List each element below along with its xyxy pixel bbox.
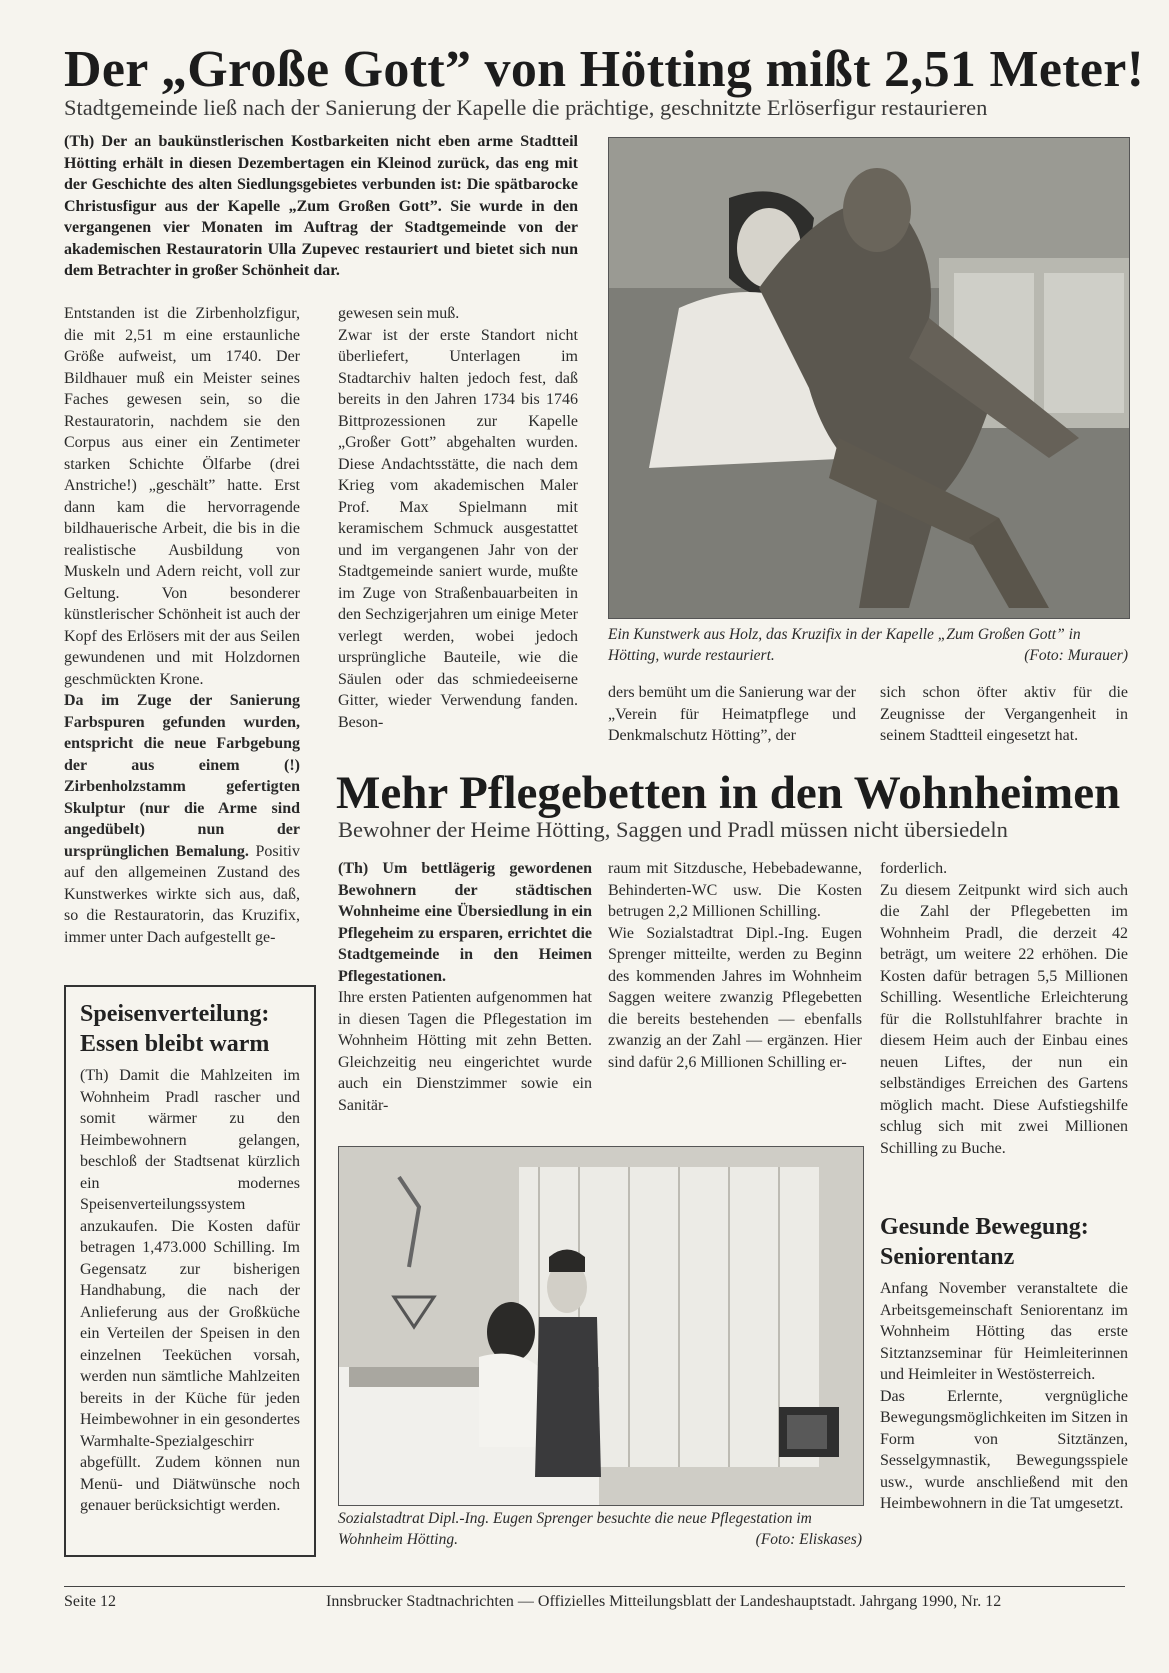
article2-lead: (Th) Um bettlägerig gewordenen Bewohnern der städtischen Wohnheime eine Übersiedlung in ein Pflegeheim zu ersparen, errichtet die Stadtgemeinde in den Heimen Pflegestationen. <box>338 860 592 985</box>
article2-col2-paragraph-2: Wie Sozialstadtrat Dipl.-Ing. Eugen Sprenger mitteilte, werden zu Beginn des kommenden Jahres im Wohnheim Saggen weitere zwanzig Pflegebetten die bereits bestehenden — ebenfalls zwanzig an der Zahl — ergänzen. Hier sind dafür 2,6 Millionen Schilling er- <box>608 924 862 1071</box>
article3-title: Gesunde Bewegung: Seniorentanz <box>880 1214 1089 1270</box>
article1-column-2 <box>338 303 578 733</box>
article1-title: Der „Große Gott” von Hötting mißt 2,51 Meter! <box>64 41 1145 98</box>
article2-title: Mehr Pflegebetten in den Wohnheimen <box>336 767 1121 819</box>
sidebar-text: (Th) Damit die Mahlzeiten im Wohnheim Pradl rascher und somit wärmer zu den Heimbewohnern gelangen, beschloß der Stadtsenat kürzlich ein modernes Speisenverteilungssystem anzukaufen. Die Kosten dafür betragen 1,473.000 Schilling. Im Gegensatz zur bisherigen Handhabung, die nach der Anlieferung aus der Großküche ein Verteilen der Speisen in den einzelnen Teeküchen vorsah, werden nun sämtliche Mahlzeiten bereits in der Küche für jeden Heimbewohner in ein gesondertes Warmhalte-Spezialgeschirr abgefüllt. Zudem können nun Menü- und Diätwünsche noch genauer berücksichtigt werden. <box>80 1067 300 1514</box>
article2-col1-text: Ihre ersten Patienten aufgenommen hat in diesen Tagen die Pflegestation im Wohnheim Hötting mit zehn Betten. Gleichzeitig neu eingerichtet wurde auch ein Dienstzimmer sowie ein Sanitär- <box>338 989 592 1114</box>
article1-column-1 <box>64 303 300 948</box>
footer-publication: Innsbrucker Stadtnachrichten — Offizielles Mitteilungsblatt der Landeshauptstadt. Jahrgang 1990, Nr. 12 <box>326 1593 1002 1610</box>
nursing-station-photo <box>338 1146 864 1506</box>
article2-col3-paragraph-2: Zu diesem Zeitpunkt wird sich auch die Zahl der Pflegebetten im Wohnheim Pradl, die derzeit 42 beträgt, um weitere 22 erhöhen. Die Kosten dafür betragen 5,5 Millionen Schilling. Wesentliche Erleichterung für die Rollstuhlfahrer brachte in diesem Heim auch der Einbau eines neuen Liftes, der nun ein selbständiges Erreichen des Gartens möglich macht. Diese Aufstiegshilfe schlug sich mit zwei Millionen Schilling zu Buche. <box>880 881 1128 1157</box>
article2-col3-paragraph-1: forderlich. <box>880 860 948 877</box>
article3-paragraph-2: Das Erlernte, vergnügliche Bewegungsmöglichkeiten im Sitzen in Form von Sitztänzen, Sesselgymnastik, Bewegungsspiele usw., wurde anschließend mit den Heimbewohnern in die Tat umgesetzt. <box>880 1387 1128 1512</box>
article2-column-1 <box>338 858 592 1116</box>
article2-column-3 <box>880 858 1128 1159</box>
footer-rule <box>64 1586 1125 1587</box>
sidebar-box <box>64 985 316 1557</box>
article2-column-2 <box>608 858 862 1073</box>
article1-col1-paragraph: Entstanden ist die Zirbenholzfigur, die mit 2,51 m eine erstaunliche Größe aufweist, um 1740. Der Bildhauer muß ein Meister seines Faches gewesen sein, so die Restauratorin, nachdem sie den Corpus aus einer ein Zentimeter starken Schichte Ölfarbe (drei Anstriche!) „geschält” hatte. Erst dann kam die hervorragende bildhauerische Arbeit, die bis in die realistische Ausbildung von Muskeln und Adern reicht, voll zur Geltung. Von besonderer künstlerischer Schönheit ist auch der Kopf des Erlösers mit der aus Seilen gewundenen und mit Holzdornen geschmückten Krone. <box>64 305 300 688</box>
article1-column-3: ders bemüht um die Sanierung war der „Verein für Heimatpflege und Denkmalschutz Hötting”, der <box>608 684 856 744</box>
article1-column-4: sich schon öfter aktiv für die Zeugnisse der Vergangenheit in seinem Stadtteil eingesetzt hat. <box>880 684 1128 744</box>
article3 <box>880 1212 1128 1515</box>
article3-paragraph-1: Anfang November veranstaltete die Arbeitsgemeinschaft Seniorentanz im Wohnheim Hötting das erste Sitztanzseminar für Heimleiterinnen und Heimleiter in Westösterreich. <box>880 1280 1128 1383</box>
article1-col1-paragraph-2: Positiv auf den allgemeinen Zustand des Kunstwerkes wirkte sich aus, daß, so die Restauratorin, das Kruzifix, immer unter Dach aufgestellt ge- <box>64 842 300 946</box>
article1-subtitle: Stadtgemeinde ließ nach der Sanierung der Kapelle die prächtige, geschnitzte Erlöserfigur restaurieren <box>64 95 988 120</box>
article1-col2-paragraph-2: Zwar ist der erste Standort nicht überliefert, Unterlagen im Stadtarchiv halten jedoch fest, daß bereits in den Jahren 1734 bis 1746 Bittprozessionen zur Kapelle „Großer Gott” abgehalten wurden. Diese Andachtsstätte, die nach dem Krieg vom akademischen Maler Prof. Max Spielmann mit keramischem Schmuck ausgestattet und im vergangenen Jahr von der Stadtgemeinde saniert wurde, mußte im Zuge von Straßenbauarbeiten in den Sechzigerjahren um einige Meter verlegt werden, wobei jedoch ursprüngliche Bauteile, wie die Säulen oder das schmiedeeiserne Gitter, wieder Verwendung fanden. Beson- <box>338 326 578 731</box>
sidebar-title: Speisenverteilung: Essen bleibt warm <box>80 1001 270 1057</box>
article1-col1-bold-paragraph: Da im Zuge der Sanierung Farbspuren gefunden wurden, entspricht die neue Farbgebung der aus einem (!) Zirbenholzstamm gefertigten Skulptur (nur die Arme sind angedübelt) nun der ursprünglichen Bemalung. <box>64 692 300 860</box>
footer-page-number: Seite 12 <box>64 1593 116 1610</box>
nursing-photo-credit: (Foto: Eliskases) <box>755 1531 862 1548</box>
article1-lead: (Th) Der an baukünstlerischen Kostbarkeiten nicht eben arme Stadtteil Hötting erhält in diesen Dezembertagen ein Kleinod zurück, das eng mit der Geschichte des alten Siedlungsgebietes verbunden ist: Die spätbarocke Christusfigur aus der Kapelle „Zum Großen Gott”. Sie wurde in den vergangenen vier Monaten im Auftrag der Stadtgemeinde von der akademischen Restauratorin Ulla Zupevec restauriert und bietet sich nun dem Betrachter in großer Schönheit dar. <box>64 133 578 279</box>
nursing-caption-text: Sozialstadtrat Dipl.-Ing. Eugen Sprenger besuchte die neue Pflegestation im Wohnheim Hötting. <box>338 1510 812 1548</box>
crucifix-photo-caption <box>608 624 1128 666</box>
crucifix-caption-text: Ein Kunstwerk aus Holz, das Kruzifix in der Kapelle „Zum Großen Gott” in Hötting, wurde restauriert. <box>608 626 1081 664</box>
crucifix-photo-credit: (Foto: Murauer) <box>1024 647 1128 664</box>
article2-col2-paragraph-1: raum mit Sitzdusche, Hebebadewanne, Behinderten-WC usw. Die Kosten betrugen 2,2 Millionen Schilling. <box>608 860 862 920</box>
article1-col2-paragraph-1: gewesen sein muß. <box>338 305 460 322</box>
article2-subtitle: Bewohner der Heime Hötting, Saggen und Pradl müssen nicht übersiedeln <box>338 817 1008 842</box>
nursing-photo-caption <box>338 1508 862 1550</box>
crucifix-restoration-photo <box>608 137 1130 619</box>
